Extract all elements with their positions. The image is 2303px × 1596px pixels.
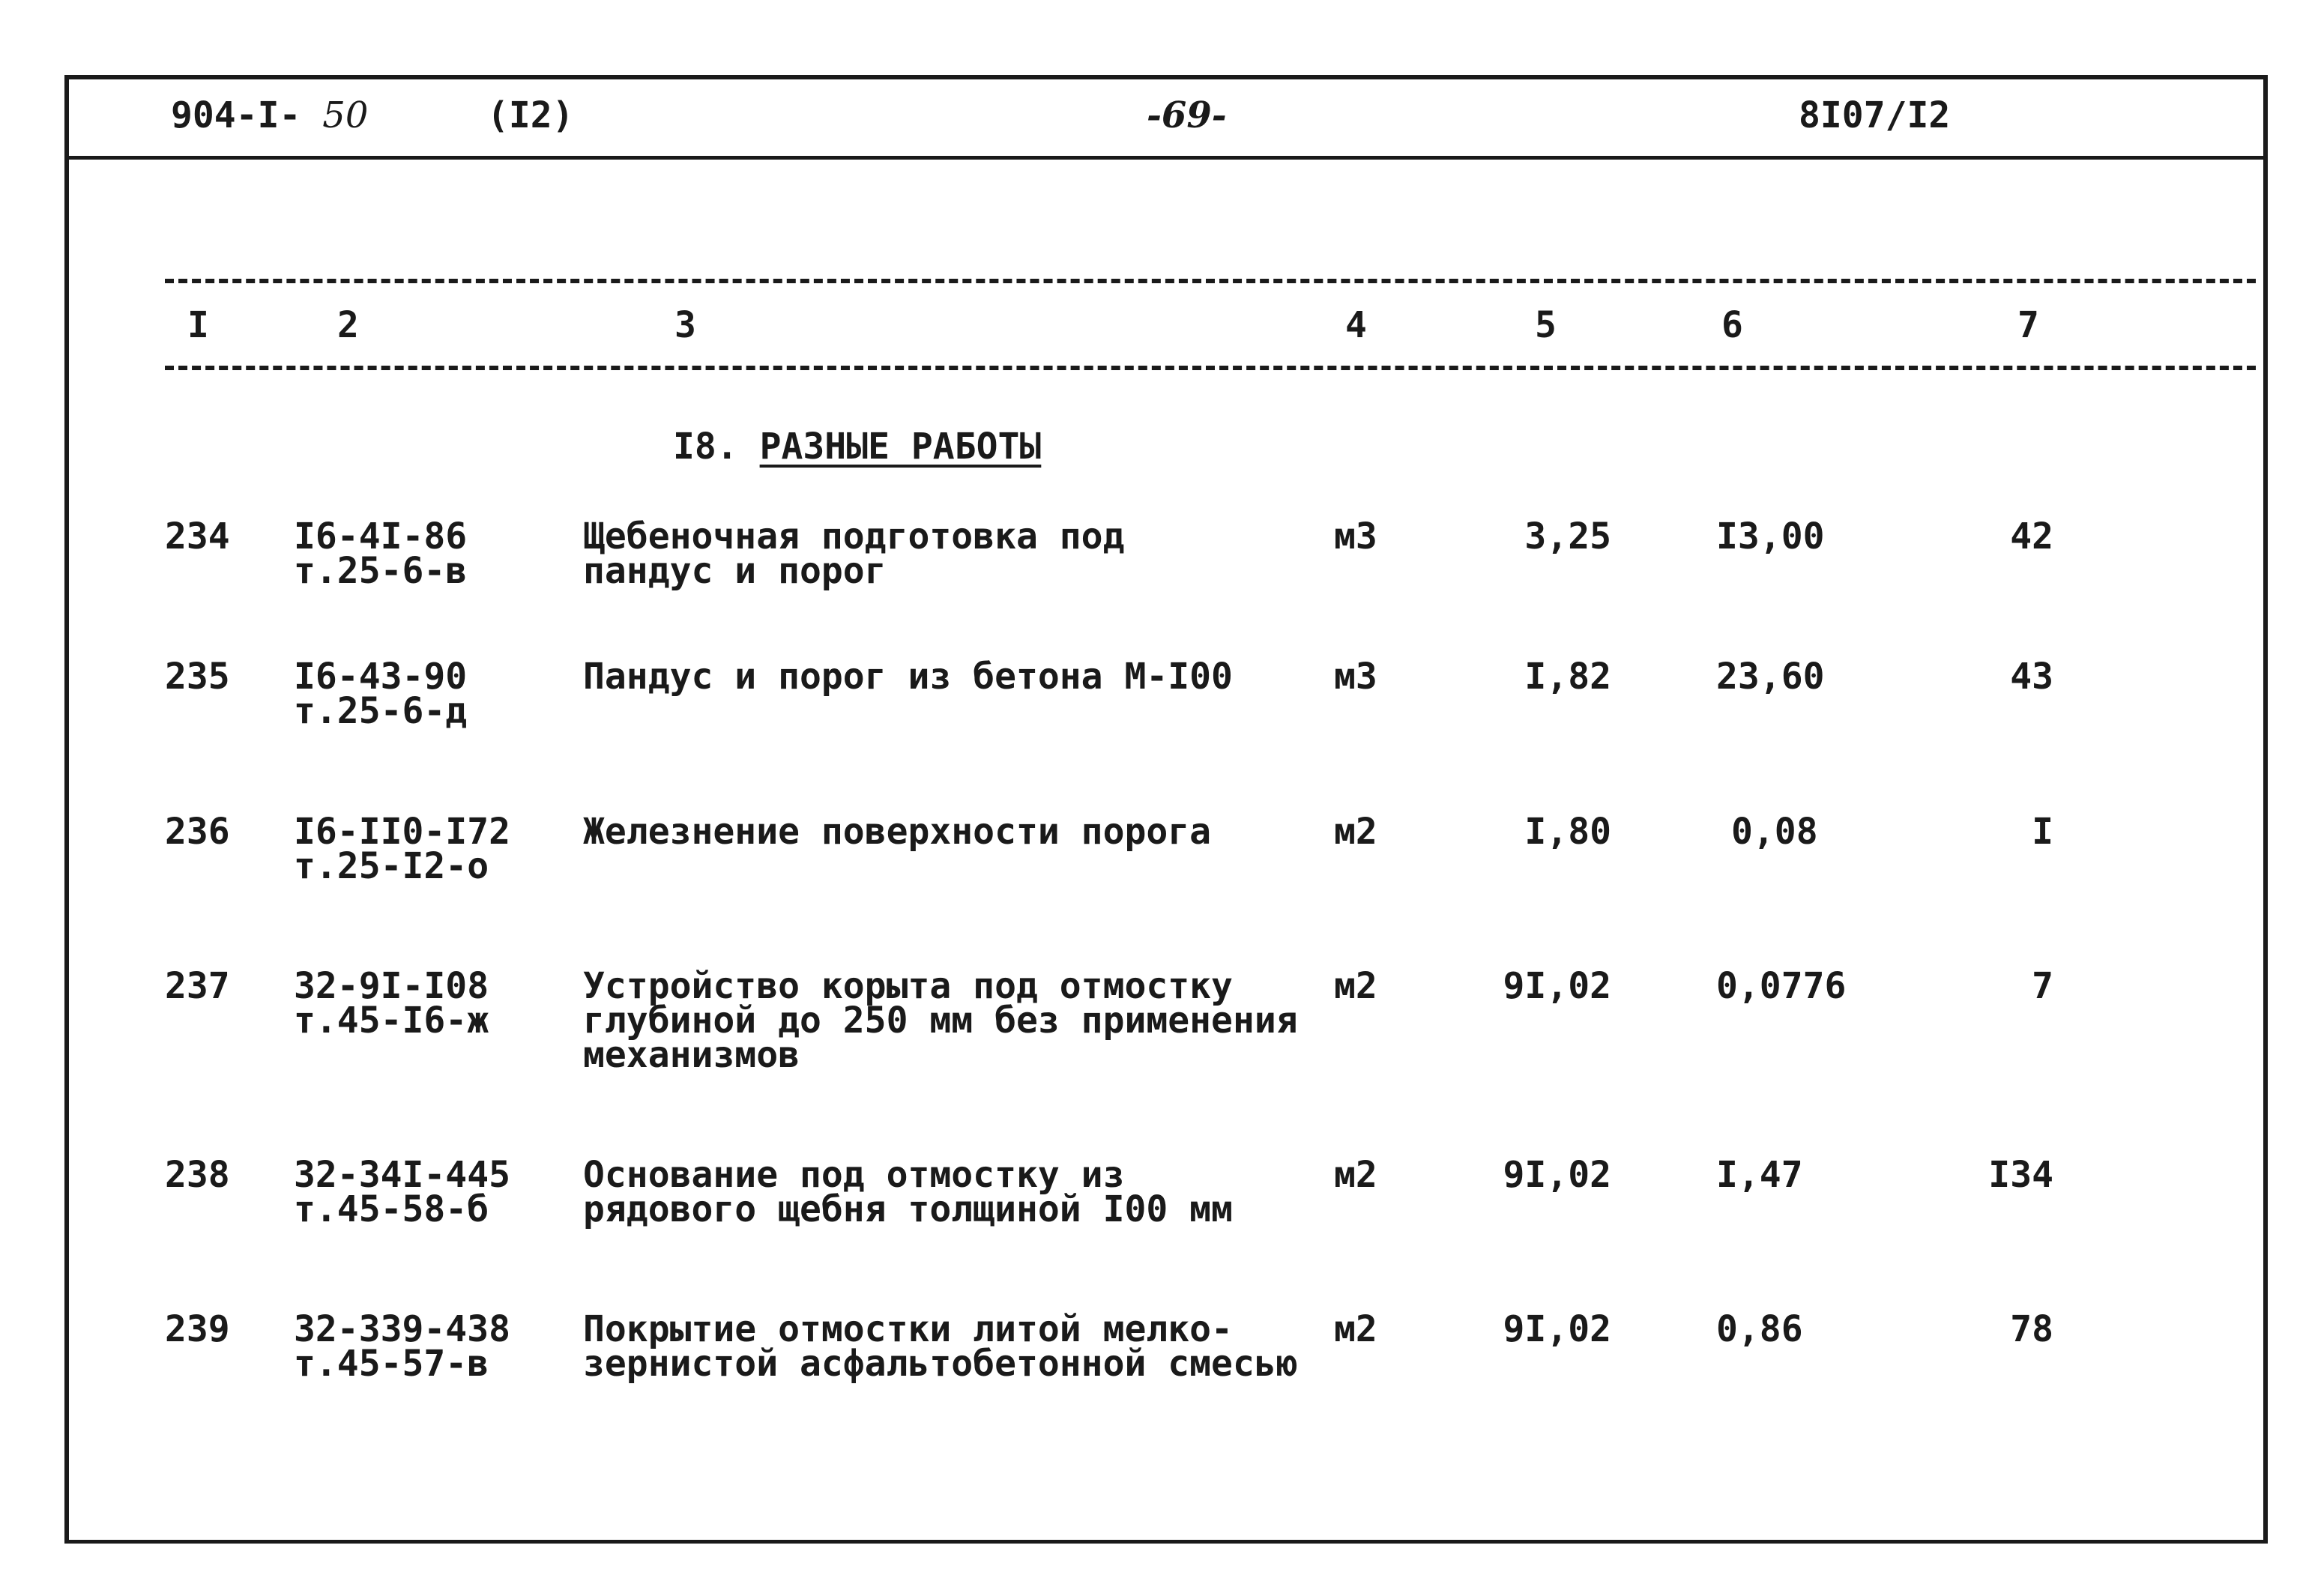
unit: м2 (1334, 965, 1377, 1007)
header-divider (64, 156, 2268, 160)
work-description: Основание под отмостку из (583, 1154, 1125, 1196)
handwritten-code-number: 50 (322, 94, 369, 136)
unit: м2 (1334, 1154, 1377, 1196)
document-code: 904-I- 50 (171, 94, 369, 136)
unit-price: 0,0776 (1716, 965, 1847, 1007)
unit: м3 (1334, 656, 1377, 698)
total-cost: 7 (2032, 965, 2053, 1007)
quantity: I,80 (1524, 811, 1611, 853)
unit: м2 (1334, 811, 1377, 853)
unit-price: 23,60 (1716, 656, 1825, 698)
norm-code: 32-339-438 (294, 1308, 510, 1350)
norm-table-ref: т.25-I2-о (294, 845, 489, 887)
total-cost: I34 (1988, 1154, 2053, 1196)
total-cost: 78 (2010, 1308, 2053, 1350)
part-number: (I2) (487, 94, 574, 136)
row-number: 235 (165, 656, 230, 698)
unit: м3 (1334, 516, 1377, 557)
work-description: пандус и порог (583, 550, 887, 592)
norm-table-ref: т.25-6-в (294, 550, 468, 592)
page-number: -69- (1147, 94, 1227, 136)
column-header-3: 3 (674, 304, 696, 346)
work-description: Щебеночная подготовка под (583, 516, 1125, 557)
row-number: 234 (165, 516, 230, 557)
norm-code: 32-34I-445 (294, 1154, 510, 1196)
column-header-4: 4 (1345, 304, 1367, 346)
quantity: 3,25 (1524, 516, 1611, 557)
unit: м2 (1334, 1308, 1377, 1350)
total-cost: 43 (2010, 656, 2053, 698)
column-header-1: I (187, 304, 209, 346)
quantity: I,82 (1524, 656, 1611, 698)
norm-code: I6-43-90 (294, 656, 468, 698)
unit-price: 0,86 (1716, 1308, 1803, 1350)
total-cost: 42 (2010, 516, 2053, 557)
sheet-code: 8I07/I2 (1799, 94, 1951, 136)
norm-code: 32-9I-I08 (294, 965, 489, 1007)
work-description: механизмов (583, 1034, 800, 1076)
quantity: 9I,02 (1503, 1154, 1611, 1196)
work-description: Железнение поверхности порога (583, 811, 1212, 853)
norm-table-ref: т.45-57-в (294, 1343, 489, 1385)
work-description: Устройство корыта под отмостку (583, 965, 1233, 1007)
unit-price: I,47 (1716, 1154, 1803, 1196)
column-header-7: 7 (2017, 304, 2039, 346)
norm-table-ref: т.25-6-д (294, 690, 468, 732)
column-header-2: 2 (337, 304, 359, 346)
column-header-6: 6 (1721, 304, 1743, 346)
row-number: 238 (165, 1154, 230, 1196)
table-head-top-rule (165, 279, 2256, 283)
norm-table-ref: т.45-58-б (294, 1188, 489, 1230)
work-description: зернистой асфальтобетонной смесью (583, 1343, 1298, 1385)
norm-table-ref: т.45-I6-ж (294, 1000, 489, 1042)
row-number: 237 (165, 965, 230, 1007)
work-description: Пандус и порог из бетона М-I00 (583, 656, 1233, 698)
table-head-bottom-rule (165, 366, 2256, 370)
row-number: 236 (165, 811, 230, 853)
norm-code: I6-II0-I72 (294, 811, 510, 853)
norm-code: I6-4I-86 (294, 516, 468, 557)
work-description: рядового щебня толщиной I00 мм (583, 1188, 1233, 1230)
row-number: 239 (165, 1308, 230, 1350)
work-description: глубиной до 250 мм без применения (583, 1000, 1298, 1042)
section-heading: I8. РАЗНЫЕ РАБОТЫ (673, 426, 1042, 468)
unit-price: I3,00 (1716, 516, 1825, 557)
unit-price: 0,08 (1731, 811, 1818, 853)
quantity: 9I,02 (1503, 965, 1611, 1007)
column-header-5: 5 (1535, 304, 1557, 346)
quantity: 9I,02 (1503, 1308, 1611, 1350)
work-description: Покрытие отмостки литой мелко- (583, 1308, 1233, 1350)
total-cost: I (2032, 811, 2053, 853)
